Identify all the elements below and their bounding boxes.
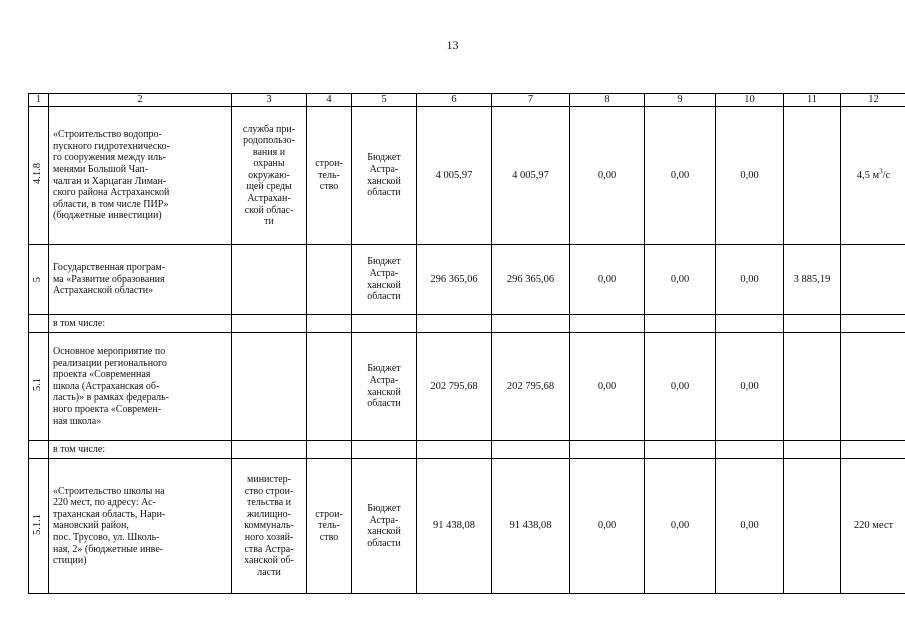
value-col-8: 0,00: [570, 333, 645, 441]
row-number: 5: [32, 276, 44, 282]
value-col-8: 0,00: [570, 245, 645, 315]
value-col-11: [784, 107, 841, 245]
measure-name: «Строительство школы на 220 мест, по адресу: Ас- траханская область, Нари- мановский район, пос. Трусово, ул. Школь- ная, 2» (бюджетные инве- стиции): [49, 459, 232, 594]
funding-source: Бюджет Астра- ханской области: [352, 459, 417, 594]
result-indicator: [841, 333, 905, 441]
col-header-1: 1: [29, 94, 49, 107]
measure-name: «Строительство водопро- пускного гидротехническо- го сооружения между иль- менями Большой Чап- чалган и Харцаган Лиман- ского района Астраханской области, в том числе ПИР» (бюджетные инвестиции): [49, 107, 232, 245]
executor: [232, 245, 307, 315]
value-col-7: 91 438,08: [492, 459, 570, 594]
col-header-8: 8: [570, 94, 645, 107]
value-col-8: 0,00: [570, 459, 645, 594]
result-indicator: [841, 107, 905, 245]
row-number-cell: [29, 459, 49, 594]
col-header-3: 3: [232, 94, 307, 107]
table-row-including: [29, 315, 905, 333]
value-col-10: 0,00: [716, 459, 784, 594]
page-number: 13: [446, 38, 459, 52]
value-col-10: 0,00: [716, 333, 784, 441]
table-row-5: [29, 245, 905, 315]
col-header-7: 7: [492, 94, 570, 107]
result-unit-tail: /с: [882, 169, 891, 181]
value-col-10: 0,00: [716, 245, 784, 315]
including-label: в том числе:: [49, 315, 232, 333]
row-number: 4.1.8: [32, 163, 44, 185]
value-col-9: 0,00: [645, 245, 716, 315]
value-col-9: 0,00: [645, 459, 716, 594]
value-col-11: 3 885,19: [784, 245, 841, 315]
row-number-cell: [29, 245, 49, 315]
col-header-12: 12: [841, 94, 905, 107]
result-sup: 3: [879, 167, 883, 176]
value-col-7: 4 005,97: [492, 107, 570, 245]
including-label: в том числе:: [49, 441, 232, 459]
work-type: [307, 245, 352, 315]
result-indicator: [841, 245, 905, 315]
value-col-6: 4 005,97: [417, 107, 492, 245]
col-header-9: 9: [645, 94, 716, 107]
funding-source: Бюджет Астра- ханской области: [352, 333, 417, 441]
table-row-including: [29, 441, 905, 459]
value-col-10: 0,00: [716, 107, 784, 245]
result-value: 4,5 м: [856, 169, 880, 181]
row-number-cell: [29, 107, 49, 245]
value-col-7: 296 365,06: [492, 245, 570, 315]
value-col-7: 202 795,68: [492, 333, 570, 441]
program-table: [28, 93, 905, 594]
value-col-8: 0,00: [570, 107, 645, 245]
header-row: [29, 94, 905, 107]
value-col-6: 296 365,06: [417, 245, 492, 315]
funding-source: Бюджет Астра- ханской области: [352, 107, 417, 245]
col-header-2: 2: [49, 94, 232, 107]
funding-source: Бюджет Астра- ханской области: [352, 245, 417, 315]
executor: [232, 333, 307, 441]
col-header-4: 4: [307, 94, 352, 107]
value-col-9: 0,00: [645, 333, 716, 441]
row-number: 5.1: [32, 378, 44, 392]
table-row-5-1-1: [29, 459, 905, 594]
col-header-11: 11: [784, 94, 841, 107]
executor: министер- ство строи- тельства и жилищно- коммуналь- ного хозяй- ства Астра- ханской об- ласти: [232, 459, 307, 594]
measure-name: Основное мероприятие по реализации регионального проекта «Современная школа (Астраханская об- ласть)» в рамках федераль- ного проекта «Современ- ная школа»: [49, 333, 232, 441]
col-header-10: 10: [716, 94, 784, 107]
executor: служба при- родопользо- вания и охраны окружаю- щей среды Астрахан- ской облас- ти: [232, 107, 307, 245]
row-number: 5.1.1: [32, 513, 44, 535]
measure-name: Государственная програм- ма «Развитие образования Астраханской области»: [49, 245, 232, 315]
work-type: строи- тель- ство: [307, 107, 352, 245]
table-row-5-1: [29, 333, 905, 441]
work-type: строи- тель- ство: [307, 459, 352, 594]
value-col-6: 91 438,08: [417, 459, 492, 594]
value-col-9: 0,00: [645, 107, 716, 245]
value-col-11: [784, 459, 841, 594]
result-indicator: 220 мест: [841, 459, 905, 594]
value-col-11: [784, 333, 841, 441]
value-col-6: 202 795,68: [417, 333, 492, 441]
col-header-5: 5: [352, 94, 417, 107]
col-header-6: 6: [417, 94, 492, 107]
table-row-4-1-8: [29, 107, 905, 245]
work-type: [307, 333, 352, 441]
row-number-cell: [29, 333, 49, 441]
